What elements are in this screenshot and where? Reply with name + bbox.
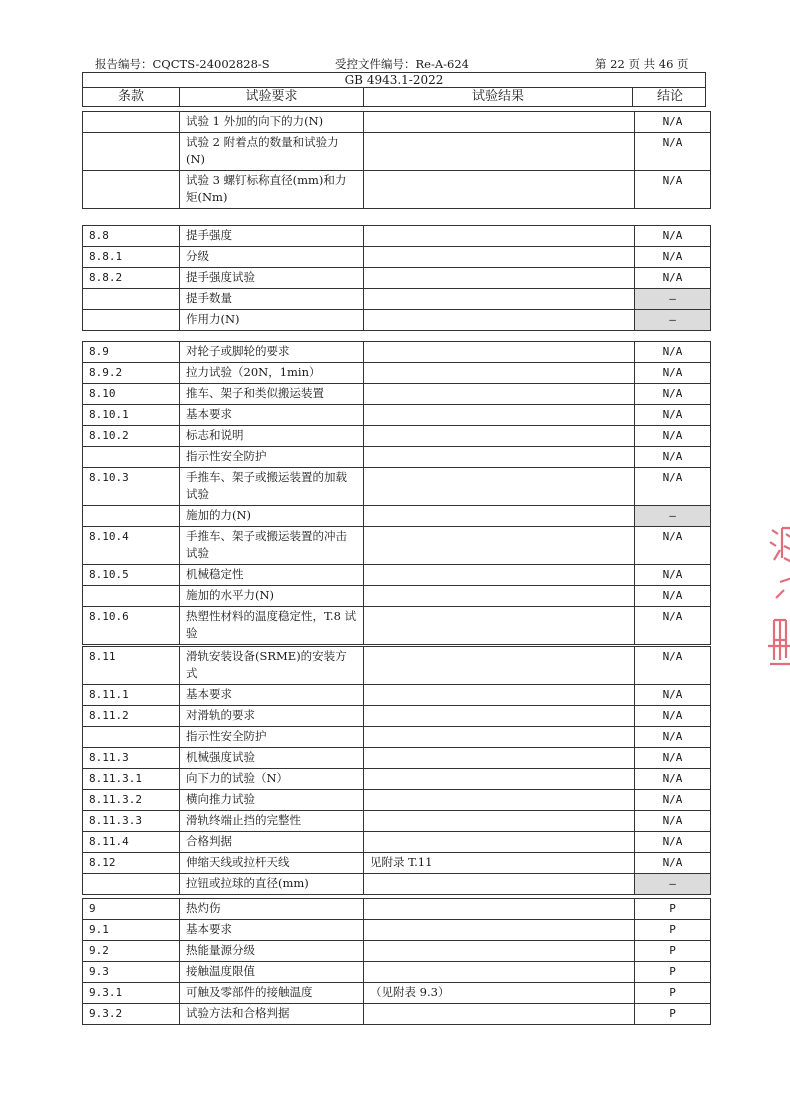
col-result-header: 试验结果 [364,88,633,106]
requirement-cell: 拉力试验（20N，1min） [180,363,364,384]
result-cell [364,289,635,310]
col-clause-header: 条款 [83,88,180,106]
result-cell [364,920,635,941]
requirement-cell: 指示性安全防护 [180,447,364,468]
table-row [83,384,711,405]
requirement-cell: 标志和说明 [180,426,364,447]
requirement-cell: 对滑轨的要求 [180,706,364,727]
result-cell [364,811,635,832]
clause-cell: 8.9 [83,342,180,363]
clause-cell: 8.11.3.3 [83,811,180,832]
table-row [83,527,711,565]
table-row [83,342,711,363]
result-cell [364,310,635,331]
result-cell [364,727,635,748]
table-row [83,941,711,962]
requirement-cell: 推车、架子和类似搬运装置 [180,384,364,405]
verdict-cell: — [635,506,711,527]
verdict-cell: N/A [635,565,711,586]
verdict-cell: N/A [635,405,711,426]
clause-cell: 9.3.2 [83,1004,180,1025]
table-row [83,962,711,983]
verdict-cell: P [635,983,711,1004]
result-cell [364,342,635,363]
result-cell [364,748,635,769]
requirement-cell: 基本要求 [180,685,364,706]
table-row [83,811,711,832]
requirement-cell: 分级 [180,247,364,268]
verdict-cell: N/A [635,586,711,607]
clause-cell: 8.11.3 [83,748,180,769]
requirement-cell: 手推车、架子或搬运装置的加载试验 [180,468,364,506]
verdict-cell: N/A [635,647,711,685]
clause-cell [83,447,180,468]
verdict-cell: N/A [635,247,711,268]
result-cell [364,384,635,405]
verdict-cell: N/A [635,426,711,447]
clause-cell [83,874,180,895]
verdict-cell: — [635,874,711,895]
verdict-cell: N/A [635,727,711,748]
table-row [83,727,711,748]
clause-table [82,341,711,645]
requirement-cell: 试验方法和合格判据 [180,1004,364,1025]
requirement-cell: 施加的水平力(N) [180,586,364,607]
result-cell [364,586,635,607]
requirement-cell: 拉钮或拉球的直径(mm) [180,874,364,895]
report-number: 报告编号：CQCTS-24002828-S [95,57,270,71]
verdict-cell: P [635,1004,711,1025]
clause-cell [83,586,180,607]
clause-cell: 8.8.1 [83,247,180,268]
red-seal-stamp [764,520,790,670]
clause-cell: 8.10.4 [83,527,180,565]
requirement-cell: 横向推力试验 [180,790,364,811]
verdict-cell: N/A [635,171,711,209]
result-cell: 见附录 T.11 [364,853,635,874]
verdict-cell: P [635,920,711,941]
clause-cell: 8.8.2 [83,268,180,289]
verdict-cell: N/A [635,769,711,790]
verdict-cell: N/A [635,811,711,832]
clause-cell: 8.11.2 [83,706,180,727]
col-requirement-header: 试验要求 [180,88,364,106]
clause-table [82,111,711,209]
result-cell [364,685,635,706]
result-cell [364,226,635,247]
verdict-cell: N/A [635,832,711,853]
result-cell [364,363,635,384]
verdict-cell: N/A [635,342,711,363]
page-number: 第 22 页 共 46 页 [595,57,689,71]
requirement-cell: 机械强度试验 [180,748,364,769]
requirement-cell: 基本要求 [180,405,364,426]
clause-cell: 9.3 [83,962,180,983]
standard-title: GB 4943.1-2022 [82,72,706,88]
clause-cell [83,133,180,171]
requirement-cell: 施加的力(N) [180,506,364,527]
verdict-cell: N/A [635,133,711,171]
requirement-cell: 提手数量 [180,289,364,310]
result-cell [364,769,635,790]
table-row [83,247,711,268]
result-cell [364,607,635,645]
requirement-cell: 机械稳定性 [180,565,364,586]
requirement-cell: 热塑性材料的温度稳定性，T.8 试验 [180,607,364,645]
table-row [83,706,711,727]
requirement-cell: 试验 3 螺钉标称直径(mm)和力矩(Nm) [180,171,364,209]
clause-cell: 8.11 [83,647,180,685]
table-row [83,506,711,527]
clause-cell: 8.8 [83,226,180,247]
result-cell [364,790,635,811]
clause-cell [83,289,180,310]
clause-cell: 9.1 [83,920,180,941]
table-row [83,565,711,586]
clause-cell: 8.11.1 [83,685,180,706]
result-cell [364,133,635,171]
table-row [83,920,711,941]
table-row [83,405,711,426]
result-cell [364,1004,635,1025]
table-row [83,133,711,171]
clause-cell [83,506,180,527]
column-header-row [82,88,706,107]
requirement-cell: 基本要求 [180,920,364,941]
result-cell [364,647,635,685]
table-row [83,289,711,310]
table-row [83,1004,711,1025]
result-cell [364,268,635,289]
clause-cell: 8.10.2 [83,426,180,447]
requirement-cell: 热灼伤 [180,899,364,920]
verdict-cell: — [635,289,711,310]
clause-cell: 8.9.2 [83,363,180,384]
clause-cell [83,171,180,209]
requirement-cell: 可触及零部件的接触温度 [180,983,364,1004]
verdict-cell: N/A [635,853,711,874]
clause-table [82,225,711,331]
table-row [83,607,711,645]
result-cell [364,962,635,983]
requirement-cell: 提手强度 [180,226,364,247]
clause-cell: 8.10.3 [83,468,180,506]
verdict-cell: N/A [635,685,711,706]
result-cell [364,899,635,920]
result-cell: （见附表 9.3） [364,983,635,1004]
table-row [83,363,711,384]
table-row [83,769,711,790]
clause-cell [83,112,180,133]
requirement-cell: 提手强度试验 [180,268,364,289]
result-cell [364,112,635,133]
result-cell [364,171,635,209]
verdict-cell: N/A [635,527,711,565]
result-cell [364,426,635,447]
table-row [83,468,711,506]
verdict-cell: N/A [635,268,711,289]
result-cell [364,405,635,426]
clause-cell: 9 [83,899,180,920]
table-row [83,853,711,874]
verdict-cell: N/A [635,447,711,468]
table-row [83,874,711,895]
requirement-cell: 伸缩天线或拉杆天线 [180,853,364,874]
table-row [83,899,711,920]
result-cell [364,565,635,586]
controlled-doc-number: 受控文件编号：Re-A-624 [335,57,469,71]
verdict-cell: N/A [635,706,711,727]
result-cell [364,874,635,895]
verdict-cell: N/A [635,790,711,811]
verdict-cell: N/A [635,468,711,506]
col-verdict-header: 结论 [656,89,683,104]
table-row [83,226,711,247]
table-row [83,426,711,447]
table-row [83,268,711,289]
clause-cell: 8.12 [83,853,180,874]
table-row [83,171,711,209]
verdict-cell: N/A [635,384,711,405]
result-cell [364,706,635,727]
requirement-cell: 指示性安全防护 [180,727,364,748]
clause-cell: 8.11.4 [83,832,180,853]
table-row [83,685,711,706]
verdict-cell: P [635,899,711,920]
requirement-cell: 合格判据 [180,832,364,853]
requirement-cell: 热能量源分级 [180,941,364,962]
requirement-cell: 试验 1 外加的向下的力(N) [180,112,364,133]
table-row [83,112,711,133]
clause-cell: 8.10 [83,384,180,405]
requirement-cell: 试验 2 附着点的数量和试验力(N) [180,133,364,171]
table-row [83,748,711,769]
verdict-cell: P [635,962,711,983]
clause-cell [83,310,180,331]
verdict-cell: N/A [635,112,711,133]
table-row [83,790,711,811]
table-row [83,447,711,468]
table-row [83,832,711,853]
clause-cell: 9.2 [83,941,180,962]
table-row [83,983,711,1004]
result-cell [364,468,635,506]
clause-table [82,646,711,895]
result-cell [364,527,635,565]
clause-cell: 8.11.3.1 [83,769,180,790]
requirement-cell: 滑轨终端止挡的完整性 [180,811,364,832]
requirement-cell: 手推车、架子或搬运装置的冲击试验 [180,527,364,565]
requirement-cell: 向下力的试验（N） [180,769,364,790]
result-cell [364,941,635,962]
table-row [83,586,711,607]
verdict-cell: P [635,941,711,962]
result-cell [364,506,635,527]
result-cell [364,447,635,468]
verdict-cell: N/A [635,748,711,769]
result-cell [364,247,635,268]
table-row [83,310,711,331]
clause-cell [83,727,180,748]
verdict-cell: N/A [635,363,711,384]
verdict-cell: N/A [635,607,711,645]
requirement-cell: 作用力(N) [180,310,364,331]
verdict-cell: N/A [635,226,711,247]
clause-cell: 8.10.6 [83,607,180,645]
clause-cell: 9.3.1 [83,983,180,1004]
result-cell [364,832,635,853]
clause-cell: 8.10.1 [83,405,180,426]
clause-cell: 8.10.5 [83,565,180,586]
clause-cell: 8.11.3.2 [83,790,180,811]
verdict-cell: — [635,310,711,331]
requirement-cell: 对轮子或脚轮的要求 [180,342,364,363]
clause-table [82,898,711,1025]
requirement-cell: 接触温度限值 [180,962,364,983]
requirement-cell: 滑轨安装设备(SRME)的安装方式 [180,647,364,685]
table-row [83,647,711,685]
